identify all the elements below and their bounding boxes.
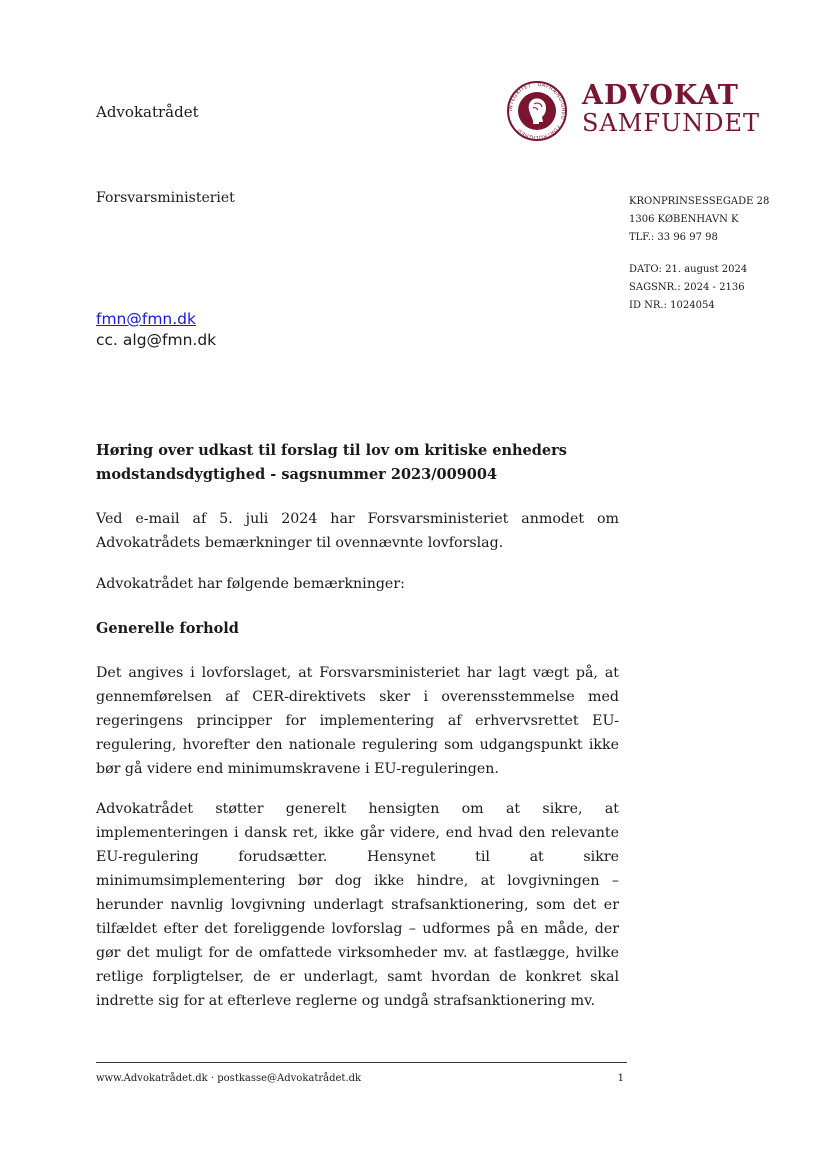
sender-info-block (629, 193, 769, 315)
body-paragraph-2: Advokatrådet har følgende bemærkninger: (96, 576, 405, 592)
body-paragraph-3: Det angives i lovforslaget, at Forsvarsministeriet har lagt vægt på, at gennemførelsen af CER-direktivets sker i overensstemmelse med regeringens principper for implementering af erhvervsrettet EU-regulering, hvorefter den nationale regulering som udgangspunkt ikke bør gå videre end minimumskravene i EU-reguleringen. (96, 665, 619, 777)
footer-contact: www.Advokatrådet.dk · postkasse@Advokatrådet.dk (96, 1073, 362, 1084)
recipient-name: Forsvarsministeriet (96, 190, 235, 206)
section-heading: Generelle forhold (96, 620, 239, 637)
address-street: KRONPRINSESSEGADE 28 (629, 196, 770, 207)
case-number: SAGSNR.: 2024 - 2136 (629, 282, 745, 293)
logo-line-1: ADVOKAT (582, 80, 739, 111)
cc-email: cc. alg@fmn.dk (96, 331, 217, 349)
advokatsamfundet-logo (506, 80, 768, 142)
seal-icon (506, 80, 568, 142)
page-number: 1 (617, 1073, 624, 1084)
letter-date: DATO: 21. august 2024 (629, 264, 748, 275)
sender-name: Advokatrådet (96, 103, 199, 121)
body-paragraph-4: Advokatrådet støtter generelt hensigten om at sikre, at implementeringen i dansk ret, ikke går videre, end hvad den relevante EU-regulering forudsætter. Hensynet til at sikre minimumsimplementering bør dog ikke hindre, at lovgivningen – herunder navnlig lovgivning underlagt strafsanktionering, som det er tilfældet efter det foreliggende lovforslag – udformes på en måde, der gør det muligt for de omfattede virksomheder mv. at fastlægge, hvilke retlige forpligtelser, de er underlagt, samt hvordan de konkret skal indrette sig for at efterleve reglerne og undgå strafsanktionering mv. (96, 801, 619, 1009)
recipient-email-link[interactable]: fmn@fmn.dk (96, 310, 197, 328)
address-city: 1306 KØBENHAVN K (629, 214, 739, 225)
svg-text:INTEGRITET · UAFHÆNGIGHED · FO: INTEGRITET · UAFHÆNGIGHED · FORTROLIGHED (507, 81, 567, 141)
address-phone: TLF.: 33 96 97 98 (629, 232, 718, 243)
id-number: ID NR.: 1024054 (629, 300, 715, 311)
footer-divider (96, 1062, 627, 1063)
logo-line-2: SAMFUNDET (582, 109, 760, 137)
email-block (96, 309, 216, 351)
body-paragraph-1: Ved e-mail af 5. juli 2024 har Forsvarsministeriet anmodet om Advokatrådets bemærkninger til ovennævnte lovforslag. (96, 511, 619, 551)
letter-subject: Høring over udkast til forslag til lov om kritiske enheders modstandsdygtighed - sagsnummer 2023/009004 (96, 442, 567, 483)
